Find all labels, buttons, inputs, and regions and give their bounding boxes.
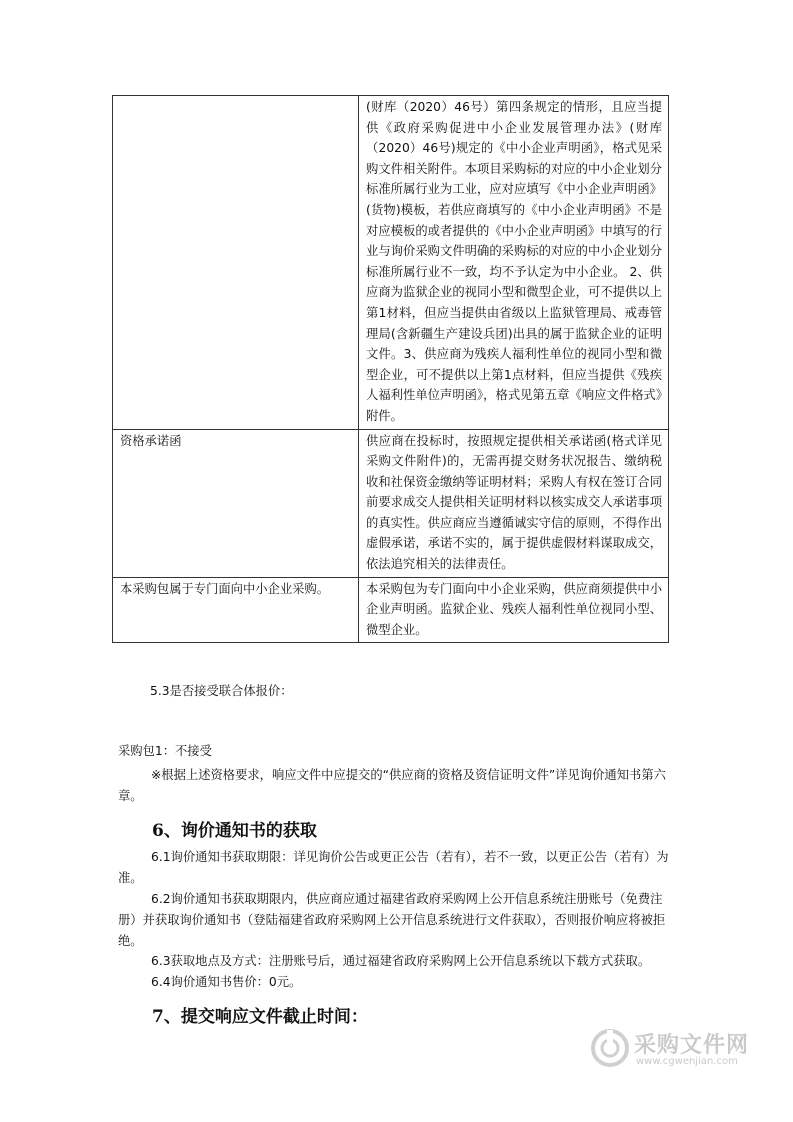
paragraph-6-4: 6.4询价通知书售价：0元。 [151, 975, 302, 989]
package-line: 采购包1：不接受 [118, 744, 212, 758]
table-cell-label: 资格承诺函 [113, 429, 359, 577]
qualification-table [112, 95, 669, 643]
heading-section-7: 7、提交响应文件截止时间： [152, 1007, 368, 1027]
table-row [113, 429, 669, 577]
watermark [590, 1024, 750, 1080]
table-cell-content: 供应商在投标时，按照规定提供相关承诺函(格式详见采购文件附件)的，无需再提交财务状况报告、缴纳税收和社保资金缴纳等证明材料；采购人有权在签订合同前要求成交人提供相关证明材料以核实成交人承诺事项的真实性。供应商应当遵循诚实守信的原则，不得作出虚假承诺，承诺不实的，属于提供虚假材料谋取成交，依法追究相关的法律责任。 [359, 429, 669, 577]
table-cell-label [113, 96, 359, 430]
note-paragraph: ※根据上述资格要求，响应文件中应提交的“供应商的资格及资信证明文件”详见询价通知书第六章。 [118, 768, 666, 803]
table-cell-content: (财库（2020）46号）第四条规定的情形，且应当提供《政府采购促进中小企业发展管理办法》(财库（2020）46号)规定的《中小企业声明函》，格式见采购文件相关附件。本项目采购标的对应的中小企业划分标准所属行业为工业，应对应填写《中小企业声明函》(货物)模板，若供应商填写的《中小企业声明函》不是对应模板的或者提供的《中小企业声明函》中填写的行业与询价采购文件明确的采购标的对应的中小企业划分标准所属行业不一致，均不予认定为中小企业。 2、供应商为监狱企业的视同小型和微型企业，可不提供以上第1材料，但应当提供由省级以上监狱管理局、戒毒管理局(含新疆生产建设兵团)出具的属于监狱企业的证明文件。3、供应商为残疾人福利性单位的视同小型和微型企业，可不提供以上第1点材料，但应当提供《残疾人福利性单位声明函》，格式见第五章《响应文件格式》附件。 [359, 96, 669, 430]
table-row [113, 96, 669, 430]
heading-section-6: 6、询价通知书的获取 [152, 821, 317, 841]
table-cell-label: 本采购包属于专门面向中小企业采购。 [113, 577, 359, 643]
paragraph-6-3: 6.3获取地点及方式：注册账号后，通过福建省政府采购网上公开信息系统以下载方式获取。 [151, 954, 651, 968]
table-cell-content: 本采购包为专门面向中小企业采购，供应商须提供中小企业声明函。监狱企业、残疾人福利性单位视同小型、微型企业。 [359, 577, 669, 643]
section-5-3: 5.3是否接受联合体报价： [150, 684, 293, 698]
watermark-name: 采购文件网 [634, 1033, 750, 1058]
table-row [113, 577, 669, 643]
paragraph-6-1: 6.1询价通知书获取期限：详见询价公告或更正公告（若有），若不一致，以更正公告（若有）为准。 [118, 850, 669, 885]
watermark-logo-icon [590, 1028, 630, 1068]
paragraph-6-2: 6.2询价通知书获取期限内，供应商应通过福建省政府采购网上公开信息系统注册账号（免费注册）并获取询价通知书（登陆福建省政府采购网上公开信息系统进行文件获取），否则报价响应将被拒绝。 [118, 892, 666, 948]
watermark-url: www.cgwenjian.com [636, 1056, 738, 1067]
